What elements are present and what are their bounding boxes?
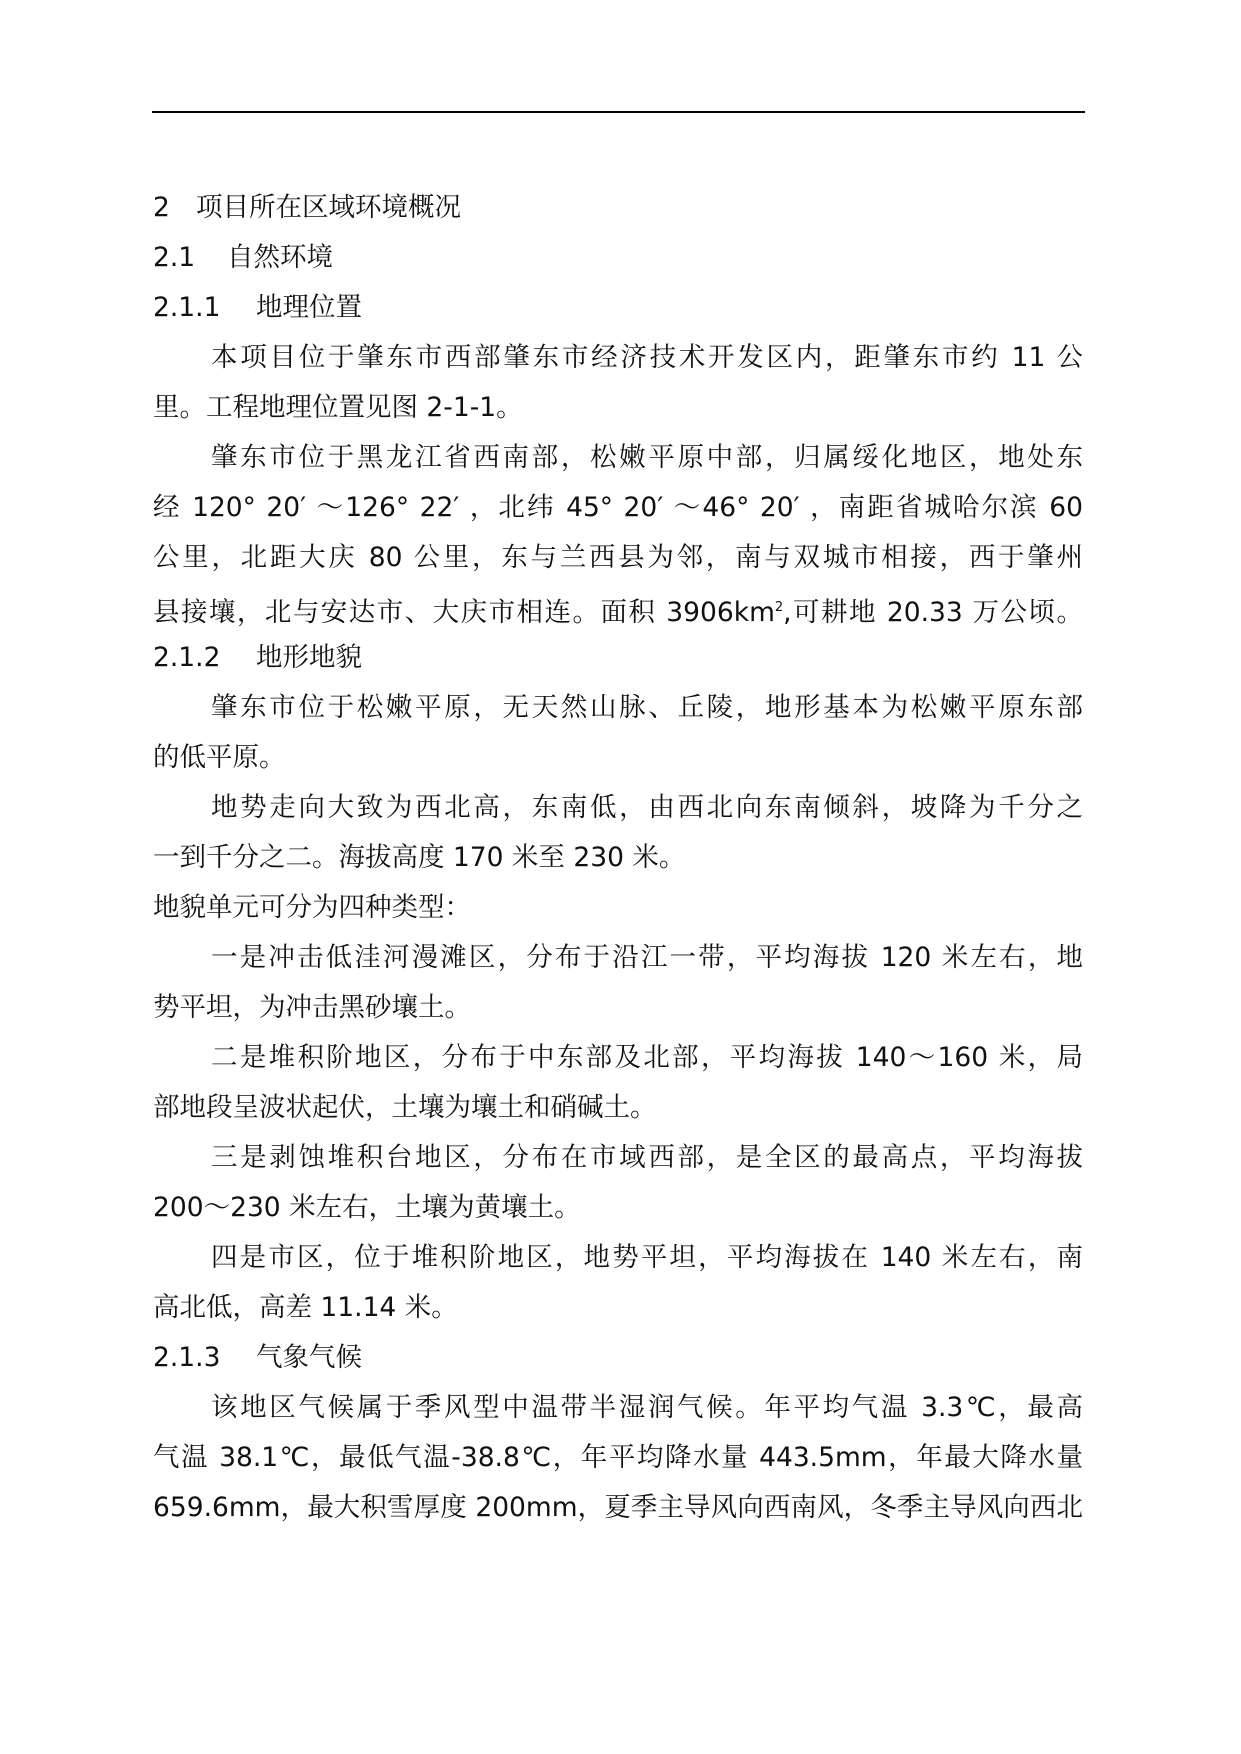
paragraph-terrain-2 xyxy=(153,783,1083,883)
text-line: 经 120° 20′ ～126° 22′ ，北纬 45° 20′ ～46° 20′ ，南距省城哈尔滨 60 xyxy=(153,492,1083,523)
section-heading-2-1-3 xyxy=(153,1333,1083,1383)
text-line: 一到千分之二。海拔高度 170 米至 230 米。 xyxy=(153,842,686,873)
heading-number: 2.1.2 xyxy=(153,642,221,673)
text-line: 肇东市位于黑龙江省西南部，松嫩平原中部，归属绥化地区，地处东 xyxy=(211,442,1083,473)
text-line: 部地段呈波状起伏，土壤为壤土和硝碱土。 xyxy=(153,1092,657,1123)
text-segment: 县接壤，北与安达市、大庆市相连。面积 3906km xyxy=(153,596,775,628)
heading-title: 自然环境 xyxy=(227,242,333,273)
paragraph-terrain-3: 地貌单元可分为四种类型： xyxy=(153,892,471,923)
text-line: 肇东市位于松嫩平原，无天然山脉、丘陵，地形基本为松嫩平原东部 xyxy=(211,692,1083,723)
heading-number: 2.1 xyxy=(153,242,196,273)
text-line: 四是市区，位于堆积阶地区，地势平坦，平均海拔在 140 米左右，南 xyxy=(211,1242,1083,1273)
heading-number: 2.1.1 xyxy=(153,292,221,323)
heading-title: 项目所在区域环境概况 xyxy=(196,192,461,223)
heading-number: 2 xyxy=(153,192,170,223)
section-heading-2 xyxy=(153,183,1083,233)
text-line: 高北低，高差 11.14 米。 xyxy=(153,1292,458,1323)
paragraph-location-2 xyxy=(153,433,1083,633)
text-line: 地势走向大致为西北高，东南低，由西北向东南倾斜，坡降为千分之 xyxy=(211,792,1083,823)
paragraph-location-1 xyxy=(153,333,1083,433)
document-body xyxy=(153,183,1083,1533)
section-heading-2-1-1 xyxy=(153,283,1083,333)
heading-title: 地形地貌 xyxy=(256,642,362,673)
paragraph-climate-1 xyxy=(153,1383,1083,1533)
text-line: 里。工程地理位置见图 2-1-1。 xyxy=(153,392,523,423)
paragraph-terrain-1 xyxy=(153,683,1083,783)
text-line: 200～230 米左右，土壤为黄壤土。 xyxy=(153,1192,581,1223)
header-rule xyxy=(152,111,1085,113)
text-segment: ,可耕地 20.33 万公顷。 xyxy=(783,596,1083,628)
heading-title: 气象气候 xyxy=(256,1342,362,1373)
paragraph-terrain-type-3 xyxy=(153,1133,1083,1233)
text-line: 势平坦，为冲击黑砂壤土。 xyxy=(153,992,471,1023)
text-line xyxy=(153,583,1083,633)
section-heading-2-1-2 xyxy=(153,633,1083,683)
heading-title: 地理位置 xyxy=(256,292,362,323)
text-line: 的低平原。 xyxy=(153,742,286,773)
text-line: 该地区气候属于季风型中温带半湿润气候。年平均气温 3.3℃，最高 xyxy=(211,1392,1083,1423)
text-line: 本项目位于肇东市西部肇东市经济技术开发区内，距肇东市约 11 公 xyxy=(211,342,1083,373)
text-line: 659.6mm，最大积雪厚度 200mm，夏季主导风向西南风，冬季主导风向西北 xyxy=(153,1492,1083,1523)
heading-number: 2.1.3 xyxy=(153,1342,221,1373)
paragraph-terrain-type-1 xyxy=(153,933,1083,1033)
text-line: 一是冲击低洼河漫滩区，分布于沿江一带，平均海拔 120 米左右，地 xyxy=(211,942,1083,973)
paragraph-terrain-type-4 xyxy=(153,1233,1083,1333)
text-line: 气温 38.1℃，最低气温-38.8℃，年平均降水量 443.5mm，年最大降水量 xyxy=(153,1442,1083,1473)
superscript: 2 xyxy=(774,600,784,615)
text-line: 三是剥蚀堆积台地区，分布在市域西部，是全区的最高点，平均海拔 xyxy=(211,1142,1083,1173)
section-heading-2-1 xyxy=(153,233,1083,283)
paragraph-terrain-type-2 xyxy=(153,1033,1083,1133)
text-line: 公里，北距大庆 80 公里，东与兰西县为邻，南与双城市相接，西于肇州 xyxy=(153,542,1083,573)
text-line: 二是堆积阶地区，分布于中东部及北部，平均海拔 140～160 米，局 xyxy=(211,1042,1083,1073)
